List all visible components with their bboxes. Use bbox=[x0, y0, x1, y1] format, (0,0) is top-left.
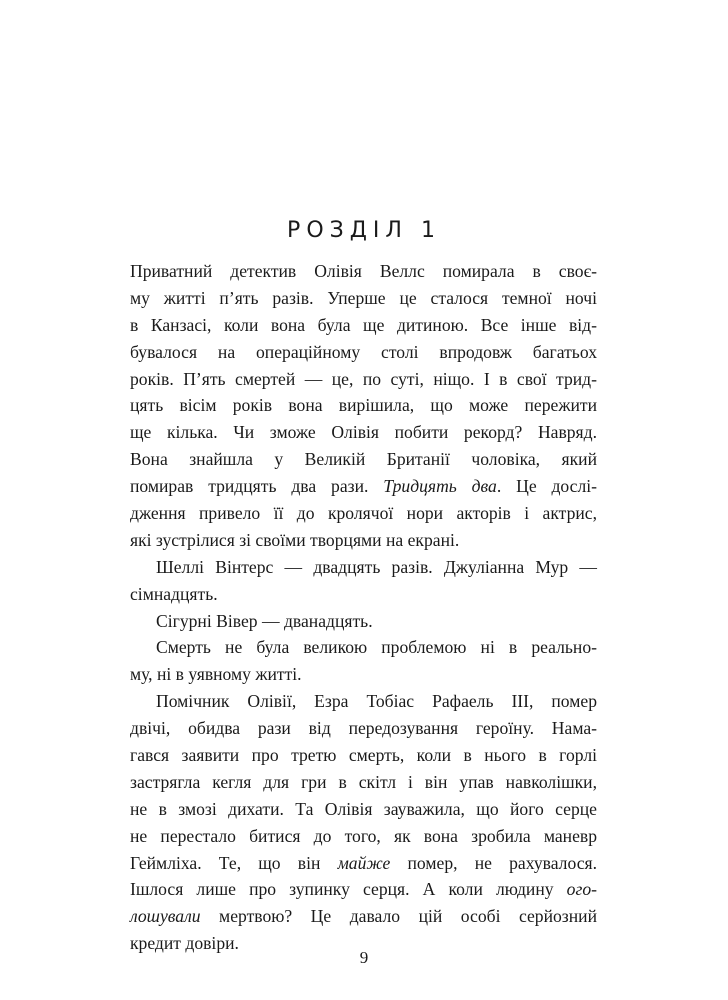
text-segment: Геймліха. Те, що він bbox=[130, 852, 338, 873]
italic-text: майже bbox=[337, 852, 391, 873]
italic-text: Тридцять два bbox=[383, 476, 497, 497]
text-line bbox=[130, 903, 597, 930]
text-segment: . Це дослі- bbox=[496, 476, 598, 497]
italic-text: лошували bbox=[130, 906, 201, 927]
text-line: му житті п’ять разів. Уперше це сталося темної ночі bbox=[130, 287, 597, 308]
text-line bbox=[130, 850, 597, 877]
text-segment: помирав тридцять два рази. bbox=[130, 476, 384, 497]
text-line: ще кілька. Чи зможе Олівія побити рекорд? Навряд. bbox=[130, 422, 597, 443]
text-line bbox=[130, 876, 597, 903]
text-line: не перестало битися до того, як вона зробила маневр bbox=[130, 825, 597, 846]
text-line: Вона знайшла у Великій Британії чоловіка, який bbox=[130, 449, 597, 470]
text-line: Помічник Олівії, Езра Тобіас Рафаель ІІІ, помер bbox=[156, 691, 597, 712]
text-line: років. П’ять смертей — це, по суті, ніщо. І в свої трид- bbox=[130, 368, 597, 389]
text-line: кредит довіри. bbox=[130, 933, 239, 954]
text-segment: помер, не рахувалося. bbox=[390, 852, 597, 873]
text-line: не в змозі дихати. Та Олівія зауважила, що його серце bbox=[130, 798, 597, 819]
page-number: 9 bbox=[359, 948, 369, 967]
text-line: Сігурні Вівер — дванадцять. bbox=[156, 610, 373, 631]
text-line: Приватний детектив Олівія Веллс помирала в своє- bbox=[130, 261, 597, 281]
text-line: Шеллі Вінтерс — двадцять разів. Джуліанна Мур — bbox=[156, 556, 597, 577]
text-line: двічі, обидва рази від передозування героїну. Нама- bbox=[130, 718, 597, 739]
chapter-body-text bbox=[130, 258, 597, 957]
text-line: гався заявити про третю смерть, коли в нього в горлі bbox=[130, 745, 597, 766]
text-line: Смерть не була великою проблемою ні в реально- bbox=[156, 637, 597, 658]
text-segment: мертвою? Це давало цій особі серйозний bbox=[200, 906, 597, 927]
text-line: застрягла кегля для гри в скітл і він упав навколішки, bbox=[130, 771, 597, 792]
text-line: му, ні в уявному житті. bbox=[130, 664, 302, 685]
chapter-title: РОЗДІЛ 1 bbox=[287, 218, 441, 243]
text-line: бувалося на операційному столі впродовж багатьох bbox=[130, 341, 597, 362]
text-segment: Ішлося лише про зупинку серця. А коли людину bbox=[130, 879, 567, 900]
text-line: цять вісім років вона вирішила, що може пережити bbox=[130, 395, 597, 416]
text-line bbox=[130, 473, 597, 500]
italic-text: ого- bbox=[566, 879, 597, 900]
text-line: в Канзасі, коли вона була ще дитиною. Все інше від- bbox=[130, 314, 597, 335]
text-line: дження привело її до кролячої нори акторів і актрис, bbox=[130, 503, 597, 524]
text-line: сімнадцять. bbox=[130, 583, 218, 604]
text-line: які зустрілися зі своїми творцями на екрані. bbox=[130, 529, 460, 550]
